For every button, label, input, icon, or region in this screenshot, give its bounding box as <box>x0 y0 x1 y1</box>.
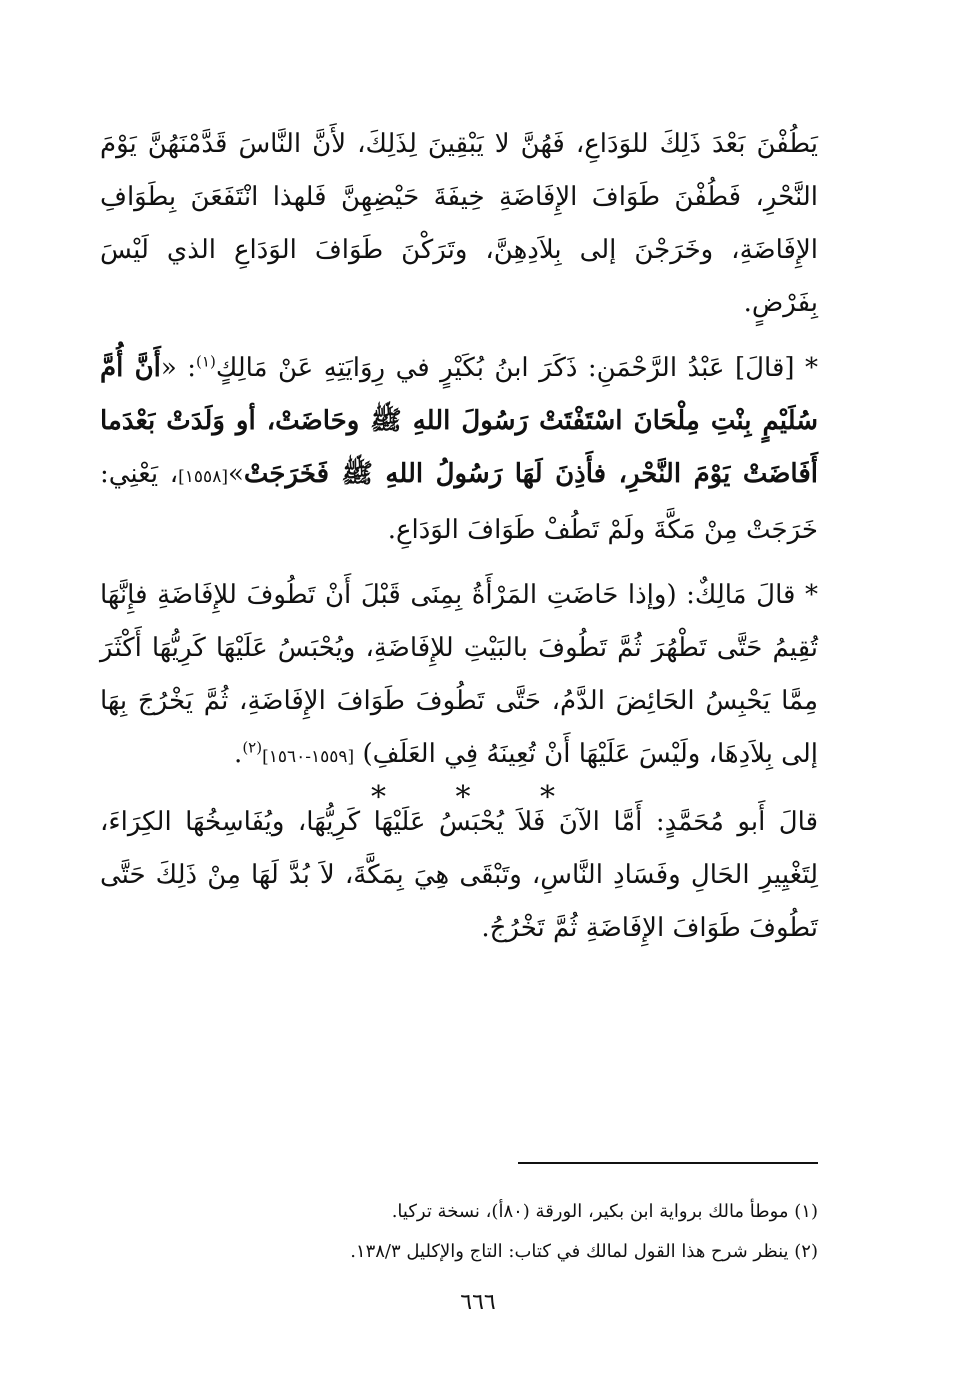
footnote-2: (٢) ينظر شرح هذا القول لمالك في كتاب: التاج والإكليل ١٣٨/٣. <box>350 1241 818 1262</box>
paragraph-3-reference: [١٥٥٩-١٥٦٠] <box>262 747 355 767</box>
footnotes <box>100 1192 818 1272</box>
footnote-divider <box>518 1162 818 1164</box>
paragraph-3 <box>100 569 818 784</box>
paragraph-2-intro: * [قالَ] عَبْدُ الرَّحْمَنِ: ذَكَرَ ابنُ بُكَيْرٍ في رِوَايَتِهِ عَنْ مَالِكٍ <box>215 353 818 383</box>
footnote-1: (١) موطأ مالك برواية ابن بكير، الورقة (٨٠أ)، نسخة تركيا. <box>391 1201 818 1222</box>
paragraph-1: يَطُفْنَ بَعْدَ ذَلِكَ للوَدَاعِ، فَهُنَّ لا يَبْقِينَ لِذَلِكَ، لأَنَّ النَّاسَ قَدَّمْنَهُنَّ يَوْمَ النَّحْرِ، فَطُفْنَ طَوَافَ الإِفَاضَةِ خِيفَةَ حَيْضِهِنَّ فَلهذا انْتَفَعَنَ بِطَوَافِ الإِفَاضَةِ، وخَرَجْنَ إلى بِلاَدِهِنَّ، وتَرَكْنَ طَوَافَ الوَدَاعِ الذي لَيْسَ بِفَرْضٍ. <box>100 129 818 318</box>
paragraph-2-rest: ، يَعْنِي: خَرَجَتْ مِنْ مَكَّةَ ولَمْ تَطُفْ طَوَافَ الوَدَاعِ. <box>100 459 818 545</box>
paragraph-2-colon: : « <box>160 353 197 383</box>
main-text <box>100 118 818 967</box>
paragraph-4: قالَ أَبو مُحَمَّدٍ: أَمَّا الآنَ فَلاَ يُحْبَسُ عَلَيْهَا كَرِيُّهَا، ويُفَاسِخُهَا الكِرَاءَ، لِتَغْيِيرِ الحَالِ وفَسَادِ النَّاسِ، وتَبْقَى هِيَ بِمَكَّةَ، لاَ بُدَّ لَهَا مِنْ ذَلِكَ حَتَّى تَطُوفَ طَوَافَ الإِفَاضَةِ ثُمَّ تَخْرُجُ. <box>100 807 818 943</box>
footnote-marker-1: (١) <box>196 352 216 371</box>
page-number: ٦٦٦ <box>460 1290 496 1315</box>
footnote-marker-2: (٢) <box>242 738 263 757</box>
section-separator: * * * <box>370 780 586 815</box>
paragraph-3-text: * قالَ مَالِكٌ: (وإذا حَاضَتِ المَرْأَةُ بِمِنَى قَبْلَ أَنْ تَطُوفَ للإِفَاضَةِ فإِنَّهَا تُقِيمُ حَتَّى تَطْهُرَ ثُمَّ تَطُوفَ بالبَيْتِ للإِفَاضَةِ، ويُحْبَسُ عَلَيْهَا كَرِيُّهَا أَكْثَرَ مِمَّا يَحْبِسُ الحَائِضَ الدَّمُ، حَتَّى تَطُوفَ طَوَافَ الإِفَاضَةِ، ثُمَّ يَخْرُجَ بِهَا إلى بِلاَدِهَا، ولَيْسَ عَلَيْهَا أَنْ تُعِينَهُ فِي العَلَفِ) <box>100 580 818 769</box>
hadith-text: أَنَّ أُمَّ سُلَيْمٍ بِنْتِ مِلْحَانَ اسْتَفْتَتْ رَسُولَ اللهِ ﷺ وحَاضَتْ، أو وَلَدَتْ بَعْدَما أَفَاضَتْ يَوْمَ النَّحْرِ، فأَذِنَ لَهَا رَسُولُ اللهِ ﷺ فَخَرَجَتْ <box>100 353 818 489</box>
hadith-reference: [١٥٥٨] <box>178 467 228 487</box>
hadith-close-quote: » <box>227 459 244 489</box>
paragraph-2 <box>100 342 818 557</box>
paragraph-3-end: . <box>234 739 243 769</box>
